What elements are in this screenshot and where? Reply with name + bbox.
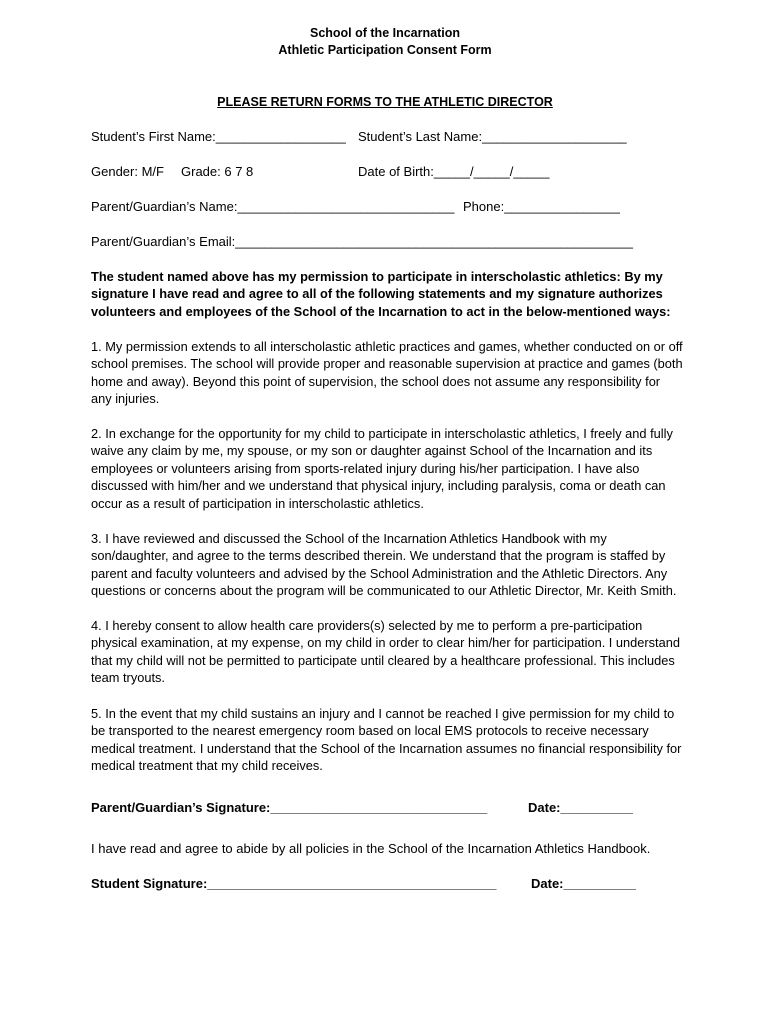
clause-5: 5. In the event that my child sustains an injury and I cannot be reached I give permission for my child to be transported to the nearest emergency room based on local EMS protocols to receive necessary medical treatment. I understand that the School of the Incarnation assumes no financial responsibility for medical treatment that my child receives. <box>91 706 682 774</box>
grade-field[interactable]: Grade: 6 7 8 <box>181 164 254 179</box>
guardian-name-field[interactable]: Parent/Guardian’s Name:______________________________ <box>91 199 455 214</box>
guardian-signature-field[interactable]: Parent/Guardian’s Signature:______________________________ <box>91 800 488 815</box>
guardian-date-field[interactable]: Date:__________ <box>528 800 633 815</box>
first-name-field[interactable]: Student’s First Name:__________________ <box>91 129 346 144</box>
clause-3: 3. I have reviewed and discussed the School of the Incarnation Athletics Handbook with my son/daughter, and agree to the terms described therein. We understand that the program is staffed by parent and faculty volunteers and advised by the School Administration and the Athletic Directors. Any questions or concerns about the program will be communicated to our Athletic Director, Mr. Keith Smith. <box>91 531 677 599</box>
school-name: School of the Incarnation <box>309 26 460 40</box>
date-of-birth-field[interactable]: Date of Birth:_____/_____/_____ <box>358 164 550 179</box>
return-instruction: PLEASE RETURN FORMS TO THE ATHLETIC DIRECTOR <box>217 95 553 109</box>
phone-field[interactable]: Phone:________________ <box>463 199 620 214</box>
gender-field[interactable]: Gender: M/F <box>91 164 164 179</box>
form-title: Athletic Participation Consent Form <box>278 43 492 57</box>
guardian-email-field[interactable]: Parent/Guardian’s Email:_______________________________________________________ <box>91 234 633 249</box>
student-date-field[interactable]: Date:__________ <box>531 876 636 891</box>
student-signature-field[interactable]: Student Signature:________________________________________ <box>91 876 497 891</box>
consent-intro: The student named above has my permission to participate in interscholastic athletics: By my signature I have read and agree to all of the following statements and my signature authorizes volunteers and employees of the School of the Incarnation to act in the below-mentioned ways: <box>91 269 671 319</box>
handbook-statement: I have read and agree to abide by all policies in the School of the Incarnation Athletics Handbook. <box>91 841 651 856</box>
clause-4: 4. I hereby consent to allow health care providers(s) selected by me to perform a pre-participation physical examination, at my expense, on my child in order to clear him/her for participation. I understand that my child will not be permitted to participate until cleared by a healthcare professional. This includes team tryouts. <box>91 618 680 686</box>
last-name-field[interactable]: Student’s Last Name:____________________ <box>358 129 627 144</box>
clause-2: 2. In exchange for the opportunity for my child to participate in interscholastic athletics, I freely and fully waive any claim by me, my spouse, or my son or daughter against School of the Incarnation and its employees or volunteers arising from sports-related injury during his/her participation. I have also discussed with him/her and we understand that physical injury, including paralysis, coma or death can occur as a result of participation in interscholastic athletics. <box>91 426 673 511</box>
clause-1: 1. My permission extends to all interscholastic athletic practices and games, whether conducted on or off school premises. The school will provide proper and reasonable supervision at practice and games (both home and away). Beyond this point of supervision, the school does not assume any responsibility for any injuries. <box>91 339 683 407</box>
